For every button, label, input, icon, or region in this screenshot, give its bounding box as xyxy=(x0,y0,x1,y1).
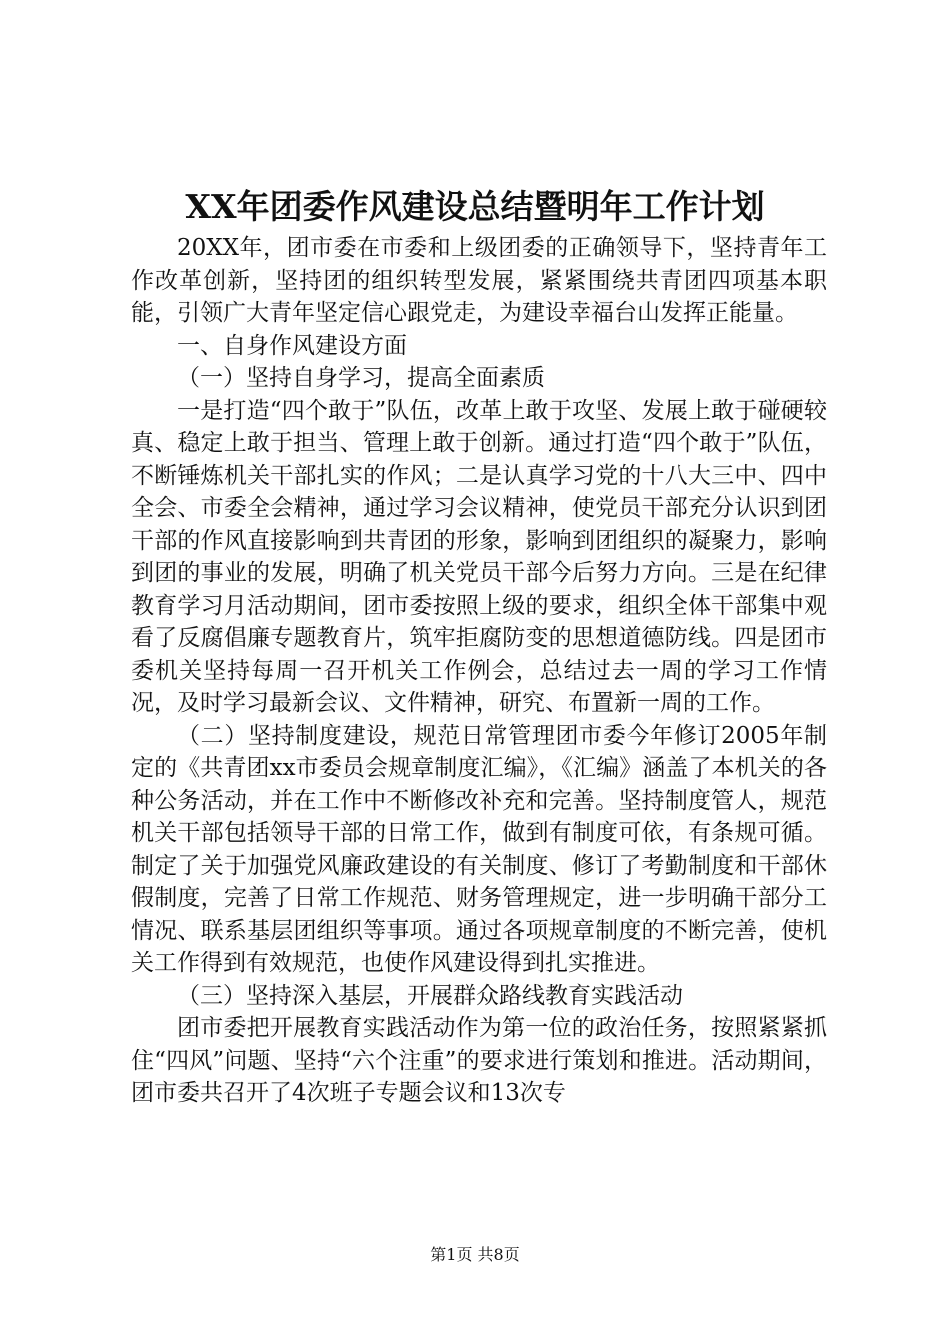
paragraph-intro: 20XX年，团市委在市委和上级团委的正确领导下，坚持青年工作改革创新，坚持团的组织转型发展，紧紧围绕共青团四项基本职能，引领广大青年坚定信心跟党走，为建设幸福台山发挥正能量。 xyxy=(131,235,827,326)
paragraph-study: 一是打造“四个敢于”队伍，改革上敢于攻坚、发展上敢于碰硬较真、稳定上敢于担当、管理上敢于创新。通过打造“四个敢于”队伍，不断锤炼机关干部扎实的作风；二是认真学习党的十八大三中、四中全会、市委全会精神，通过学习会议精神，使党员干部充分认识到团干部的作风直接影响到共青团的形象，影响到团组织的凝聚力，影响到团的事业的发展，明确了机关党员干部今后努力方向。三是在纪律教育学习月活动期间，团市委按照上级的要求，组织全体干部集中观看了反腐倡廉专题教育片，筑牢拒腐防变的思想道德防线。四是团市委机关坚持每周一召开机关工作例会，总结过去一周的学习工作情况，及时学习最新会议、文件精神，研究、布置新一周的工作。 xyxy=(131,397,827,716)
paragraph-grassroots: 团市委把开展教育实践活动作为第一位的政治任务，按照紧紧抓住“四风”问题、坚持“六个注重”的要求进行策划和推进。活动期间，团市委共召开了4次班子专题会议和13次专 xyxy=(131,1015,827,1106)
subsection-heading-3: （三）坚持深入基层，开展群众路线教育实践活动 xyxy=(177,982,683,1009)
paragraph-system-building: （二）坚持制度建设，规范日常管理团市委今年修订2005年制定的《共青团xx市委员会规章制度汇编》，《汇编》涵盖了本机关的各种公务活动，并在工作中不断修改补充和完善。坚持制度管人，规范机关干部包括领导干部的日常工作，做到有制度可依，有条规可循。制定了关于加强党风廉政建设的有关制度、修订了考勤制度和干部休假制度，完善了日常工作规范、财务管理规定，进一步明确干部分工情况、联系基层团组织等事项。通过各项规章制度的不断完善，使机关工作得到有效规范，也使作风建设得到扎实推进。 xyxy=(131,722,827,976)
section-heading-1: 一、自身作风建设方面 xyxy=(177,332,407,359)
page-footer: 第1页 共8页 xyxy=(430,1245,520,1264)
subsection-heading-1: （一）坚持自身学习，提高全面素质 xyxy=(177,365,545,391)
document-title: XX年团委作风建设总结暨明年工作计划 xyxy=(185,187,765,226)
document-body xyxy=(131,232,827,1110)
